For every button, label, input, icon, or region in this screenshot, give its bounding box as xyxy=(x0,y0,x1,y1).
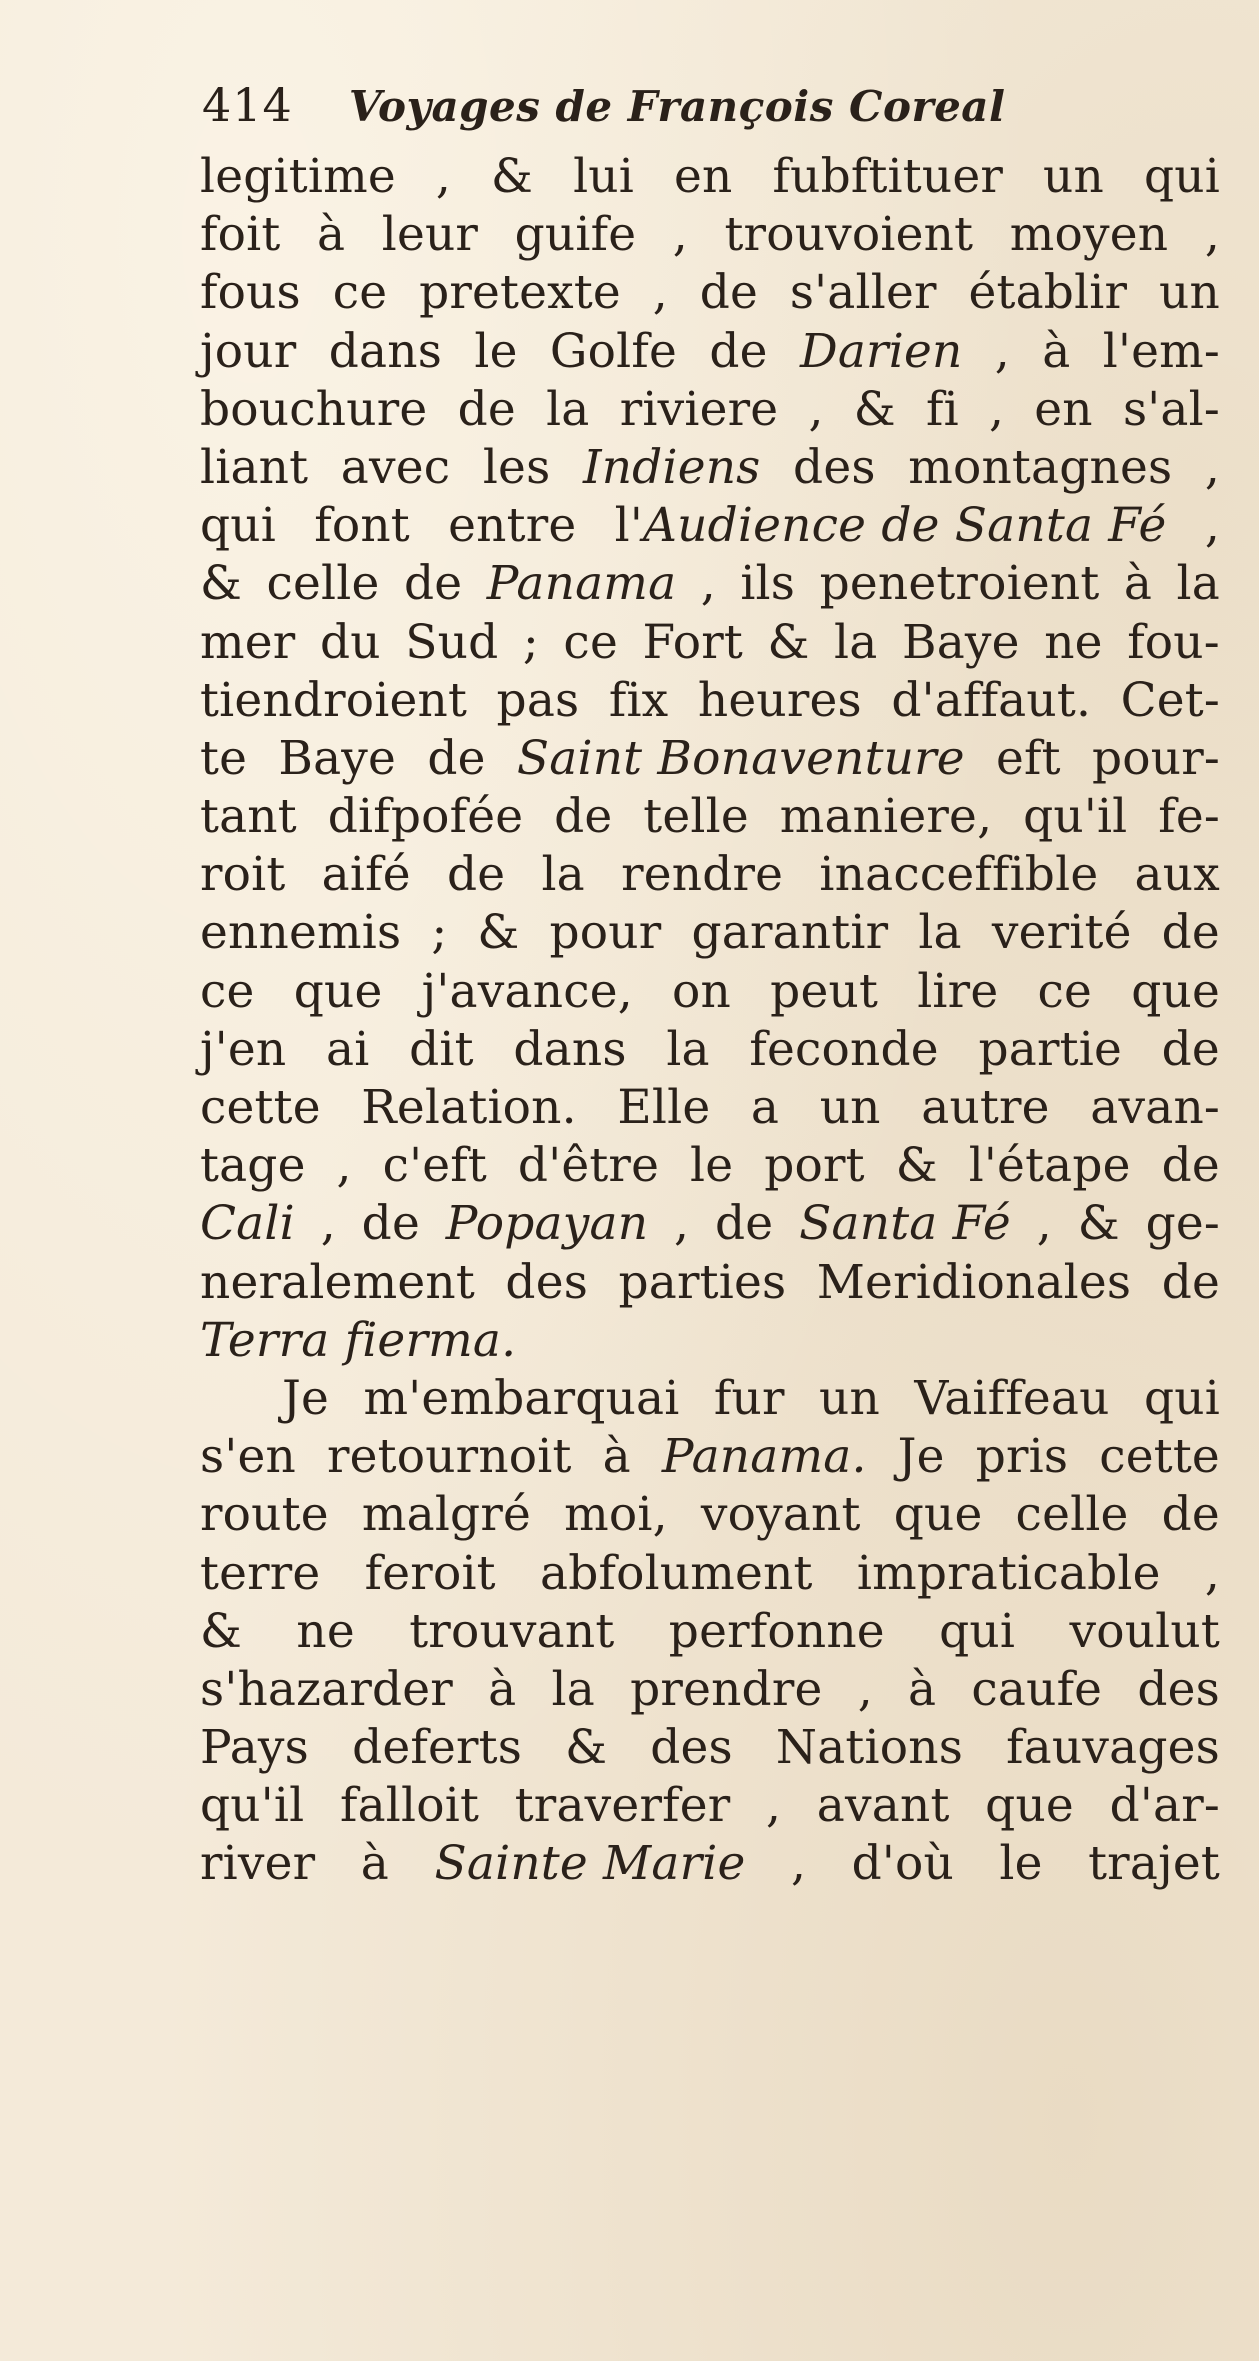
word: mer xyxy=(200,614,296,670)
word: un xyxy=(819,1080,881,1135)
word: fous xyxy=(200,265,301,321)
word: d'ar- xyxy=(1109,1778,1220,1834)
word: lui xyxy=(573,149,634,204)
text-line xyxy=(200,1137,1220,1195)
text-line xyxy=(200,1195,1220,1253)
word: pris xyxy=(975,1429,1069,1485)
word: dans xyxy=(513,1021,627,1077)
word: fe- xyxy=(1158,789,1220,845)
word: Vaiffeau xyxy=(914,1370,1110,1426)
word: pour- xyxy=(1091,730,1220,786)
word: l'em- xyxy=(1102,323,1220,379)
word: fi xyxy=(925,381,959,437)
word: qui xyxy=(1143,149,1220,204)
text-line xyxy=(200,1603,1220,1661)
page-header xyxy=(202,78,1005,152)
word: Elle xyxy=(617,1080,711,1135)
word: des xyxy=(505,1254,589,1310)
text-line xyxy=(200,788,1220,846)
word: , xyxy=(857,1661,873,1717)
word: , xyxy=(700,556,716,612)
word: deferts xyxy=(352,1720,523,1776)
text-line xyxy=(200,1021,1220,1079)
text-line xyxy=(200,206,1220,264)
word: de xyxy=(1161,1021,1220,1077)
word: fauvages xyxy=(1006,1720,1220,1776)
word: en xyxy=(674,149,733,204)
word: qui xyxy=(200,498,276,554)
word: de xyxy=(1161,905,1220,961)
word: j'avance, xyxy=(421,963,633,1019)
word: qu'il xyxy=(200,1778,305,1834)
word: la xyxy=(541,847,585,903)
word: de xyxy=(446,847,506,903)
word: , xyxy=(1036,1196,1052,1252)
word: celle xyxy=(266,556,380,612)
word: parties xyxy=(618,1254,787,1310)
word: d'être xyxy=(517,1138,660,1194)
word: autre xyxy=(921,1080,1050,1135)
word: à xyxy=(602,1429,631,1485)
word: qui xyxy=(1143,1370,1220,1426)
word: leur xyxy=(381,207,479,263)
text-line xyxy=(200,1545,1220,1603)
word: de xyxy=(403,556,463,612)
word: inacceffible xyxy=(819,847,1099,903)
word: à xyxy=(1123,556,1153,612)
word: cette xyxy=(1099,1429,1220,1485)
word: s'al- xyxy=(1122,381,1220,437)
page-number: 414 xyxy=(202,78,293,132)
word: Je xyxy=(897,1429,945,1485)
word: feroit xyxy=(364,1545,496,1601)
word: & xyxy=(895,1138,938,1194)
word: bouchure xyxy=(200,381,428,437)
word: Fort xyxy=(642,614,743,670)
word: fubftituer xyxy=(772,149,1004,204)
word: ce xyxy=(332,265,388,321)
word: les xyxy=(482,439,551,495)
word: Baye xyxy=(901,614,1020,670)
word: port xyxy=(764,1138,865,1194)
word: pas xyxy=(496,672,580,728)
word: de xyxy=(1161,1254,1220,1310)
word: Cali xyxy=(200,1196,295,1252)
word: à xyxy=(316,207,346,263)
word: lire xyxy=(917,963,999,1019)
word: abfolument xyxy=(539,1545,813,1601)
word: , xyxy=(672,207,688,263)
word: & xyxy=(477,905,520,961)
text-line xyxy=(200,904,1220,962)
word: jour xyxy=(200,323,297,379)
word: moyen xyxy=(1009,207,1169,263)
word: tant xyxy=(200,789,297,845)
word: des xyxy=(1137,1661,1220,1717)
text-line xyxy=(200,555,1220,613)
text-line xyxy=(200,264,1220,322)
word: d'affaut. xyxy=(891,672,1092,728)
word: de xyxy=(1161,1138,1220,1194)
word: caufe xyxy=(971,1661,1103,1717)
text-line xyxy=(200,1719,1220,1777)
word: fix xyxy=(608,672,669,728)
word: partie xyxy=(978,1021,1122,1077)
word: Relation. xyxy=(361,1080,577,1135)
word: de xyxy=(714,1196,774,1252)
running-head: Voyages de François Coreal xyxy=(348,82,1006,131)
word: la xyxy=(918,905,962,961)
word: , xyxy=(435,149,452,204)
word: penetroient xyxy=(819,556,1100,612)
word: aux xyxy=(1134,847,1220,903)
word: s'en xyxy=(200,1429,296,1485)
word: de xyxy=(709,323,768,379)
text-line xyxy=(200,439,1220,497)
word: foit xyxy=(200,207,281,263)
word: guife xyxy=(514,207,637,263)
word: m'embarquai xyxy=(363,1370,680,1426)
word: du xyxy=(319,614,381,670)
word: le xyxy=(474,323,518,379)
word: ce xyxy=(200,963,255,1019)
word: à xyxy=(907,1661,937,1717)
word: telle xyxy=(643,789,749,845)
word: impraticable xyxy=(856,1545,1161,1601)
text-line xyxy=(200,614,1220,672)
word: perfonne xyxy=(668,1603,885,1659)
word: , xyxy=(988,381,1005,437)
word: de xyxy=(554,789,613,845)
word: cette xyxy=(200,1080,321,1135)
word: trouvoient xyxy=(724,207,974,263)
text-line xyxy=(200,1835,1220,1893)
word: Indiens xyxy=(582,439,761,495)
word: , xyxy=(790,1836,807,1892)
word: ennemis xyxy=(200,905,402,961)
word: , xyxy=(652,265,668,321)
word: feconde xyxy=(749,1021,939,1077)
word: de xyxy=(361,1196,420,1252)
word: avan- xyxy=(1090,1080,1220,1135)
word: ai xyxy=(326,1021,370,1077)
word: Cet- xyxy=(1120,672,1220,728)
word: a xyxy=(750,1080,780,1135)
word: ge- xyxy=(1145,1196,1220,1252)
word: Panama. xyxy=(661,1429,867,1485)
word: traverfer xyxy=(514,1778,731,1834)
word: à xyxy=(1042,323,1071,379)
word: Sainte Marie xyxy=(434,1836,746,1892)
word: Pays xyxy=(200,1720,310,1776)
word: pretexte xyxy=(419,265,621,321)
word: qu'il xyxy=(1023,789,1128,845)
word: de xyxy=(457,381,516,437)
text-line xyxy=(200,323,1220,381)
word: garantir xyxy=(691,905,889,961)
word: ce xyxy=(563,614,618,670)
word: , xyxy=(994,323,1010,379)
word: peut xyxy=(770,963,879,1019)
word: la xyxy=(551,1661,595,1717)
word: fou- xyxy=(1127,614,1220,670)
text-line xyxy=(200,963,1220,1021)
word: moi, xyxy=(564,1487,668,1543)
word: , xyxy=(1204,207,1220,263)
word: tage xyxy=(200,1138,306,1194)
text-line xyxy=(200,1254,1220,1312)
text-line xyxy=(200,1079,1220,1137)
word: que xyxy=(293,963,383,1019)
word: heures xyxy=(697,672,862,728)
text-line xyxy=(200,730,1220,788)
word: l'étape xyxy=(968,1138,1131,1194)
word: , xyxy=(1204,439,1220,495)
word: rendre xyxy=(621,847,784,903)
word: te xyxy=(200,730,248,786)
word: un xyxy=(819,1370,880,1426)
word: de xyxy=(1161,1487,1220,1543)
word: aifé xyxy=(321,847,411,903)
word: Panama xyxy=(486,556,677,612)
word: entre xyxy=(448,498,577,554)
word: ce xyxy=(1037,963,1093,1019)
word: d'où xyxy=(851,1836,954,1892)
text-line xyxy=(200,1486,1220,1544)
word: que xyxy=(1131,963,1220,1019)
word: riviere xyxy=(619,381,779,437)
word: Nations xyxy=(775,1720,964,1776)
word: eft xyxy=(996,730,1061,786)
word: établir xyxy=(968,265,1128,321)
word: trouvant xyxy=(409,1603,615,1659)
word: & xyxy=(491,149,534,204)
word: Santa Fé xyxy=(799,1196,1011,1252)
text-line xyxy=(200,672,1220,730)
word: & xyxy=(853,381,896,437)
word: Golfe xyxy=(549,323,678,379)
word: montagnes xyxy=(908,439,1173,495)
word: malgré xyxy=(361,1487,532,1543)
word: un xyxy=(1043,149,1104,204)
word: le xyxy=(999,1836,1043,1892)
word: la xyxy=(666,1021,710,1077)
word: tiendroient xyxy=(200,672,468,728)
text-line xyxy=(200,497,1220,555)
word: la xyxy=(546,381,590,437)
body-text xyxy=(200,148,1220,1894)
word: à xyxy=(360,1836,390,1892)
word: fur xyxy=(713,1370,785,1426)
text-line xyxy=(200,846,1220,904)
word: c'eft xyxy=(382,1138,487,1194)
word: falloit xyxy=(339,1778,480,1834)
text-line xyxy=(200,1428,1220,1486)
word: dit xyxy=(409,1021,474,1077)
word: que xyxy=(893,1487,983,1543)
word: que xyxy=(985,1778,1074,1834)
word: roit xyxy=(200,847,286,903)
text-line xyxy=(200,381,1220,439)
word: , xyxy=(320,1196,336,1252)
word: de xyxy=(427,730,486,786)
word: difpofée xyxy=(327,789,524,845)
word: & xyxy=(565,1720,608,1776)
word: dans xyxy=(328,323,443,379)
text-line xyxy=(200,1777,1220,1835)
word: avant xyxy=(816,1778,950,1834)
word: le xyxy=(690,1138,734,1194)
word: en xyxy=(1034,381,1093,437)
word: river xyxy=(200,1836,316,1892)
word: , xyxy=(1204,498,1220,554)
word: s'hazarder xyxy=(200,1661,453,1717)
text-line xyxy=(200,148,1220,206)
word: neralement xyxy=(200,1254,475,1310)
word: la xyxy=(1176,556,1220,612)
word: , xyxy=(674,1196,690,1252)
word: prendre xyxy=(630,1661,823,1717)
word: à xyxy=(488,1661,517,1717)
word: , xyxy=(336,1138,352,1194)
word: retournoit xyxy=(326,1429,572,1485)
text-line xyxy=(200,1661,1220,1719)
word: voulut xyxy=(1069,1603,1220,1659)
word: Sud xyxy=(405,614,499,670)
word: un xyxy=(1159,265,1220,321)
word: on xyxy=(672,963,732,1019)
word: ne xyxy=(296,1603,355,1659)
word: avec xyxy=(340,439,451,495)
word: Je xyxy=(282,1370,330,1426)
word: Terra fierma. xyxy=(200,1312,517,1368)
word: , xyxy=(1204,1545,1220,1601)
word: celle xyxy=(1015,1487,1129,1543)
word: & xyxy=(200,1603,243,1659)
word: pour xyxy=(549,905,662,961)
word: verité xyxy=(991,905,1132,961)
text-line xyxy=(200,1312,1220,1370)
word: Baye xyxy=(278,730,397,786)
word: Saint Bonaventure xyxy=(516,730,965,786)
word: Meridionales xyxy=(816,1254,1132,1310)
word: , xyxy=(808,381,824,437)
word: des xyxy=(793,439,876,495)
text-line xyxy=(200,1370,1220,1428)
word: l'Audience de Santa Fé xyxy=(614,498,1167,554)
word: j'en xyxy=(200,1021,287,1077)
word: s'aller xyxy=(789,265,937,321)
word: ; xyxy=(522,614,539,670)
word: Popayan xyxy=(445,1196,649,1252)
word: trajet xyxy=(1088,1836,1220,1892)
word: font xyxy=(314,498,410,554)
word: maniere, xyxy=(779,789,993,845)
word: & xyxy=(767,614,810,670)
word: & xyxy=(1077,1196,1120,1252)
word: ne xyxy=(1044,614,1103,670)
word: de xyxy=(699,265,759,321)
word: Darien xyxy=(799,323,963,379)
word: terre xyxy=(200,1545,321,1601)
word: liant xyxy=(200,439,309,495)
word: route xyxy=(200,1487,329,1543)
word: des xyxy=(650,1720,733,1776)
word: & xyxy=(200,556,243,612)
word: la xyxy=(834,614,878,670)
word: , xyxy=(766,1778,782,1834)
word: ils xyxy=(740,556,796,612)
word: voyant xyxy=(700,1487,861,1543)
word: legitime xyxy=(200,149,396,204)
word: qui xyxy=(939,1603,1016,1659)
word: ; xyxy=(431,905,448,961)
